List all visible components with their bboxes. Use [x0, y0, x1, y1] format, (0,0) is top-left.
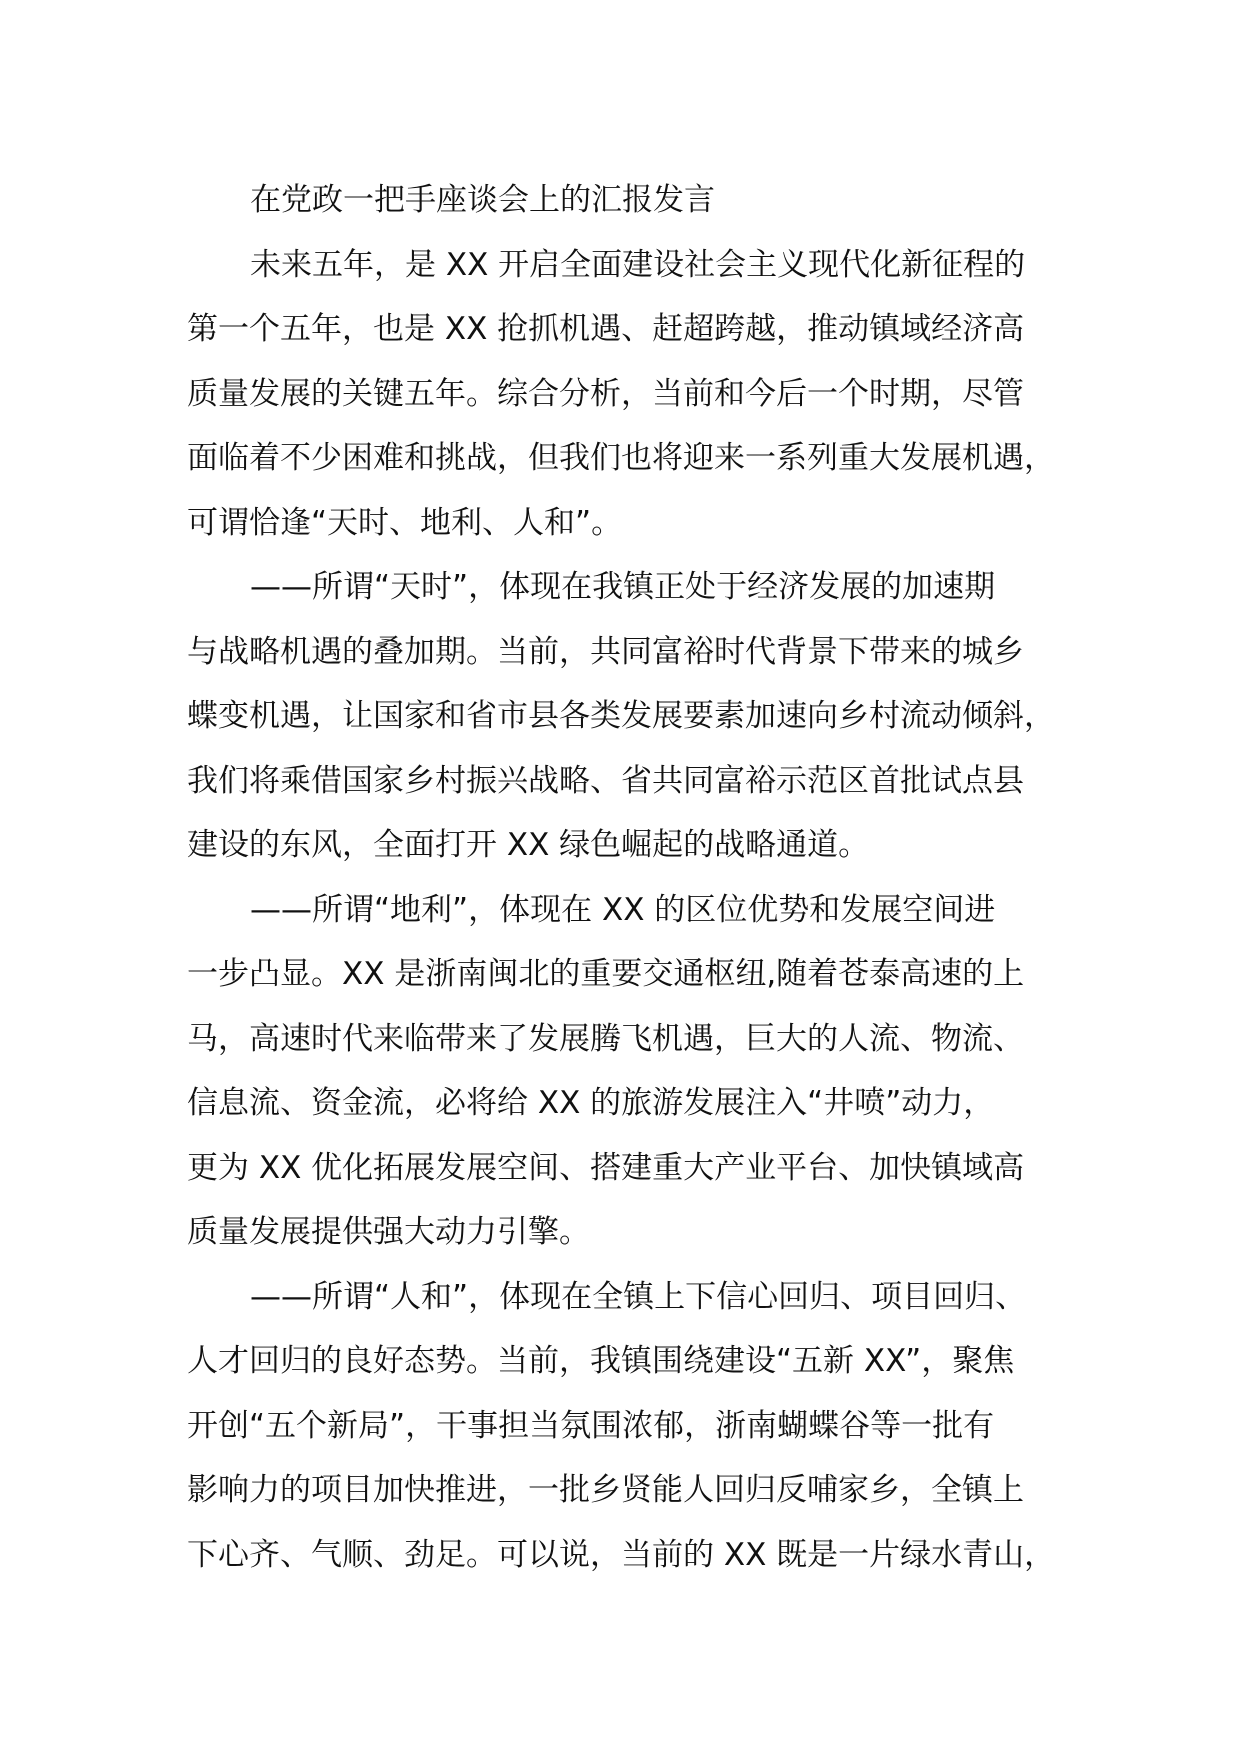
document-body [187, 168, 1087, 1587]
paragraph-line: ——所谓“地利”，体现在 XX 的区位优势和发展空间进 [250, 891, 996, 928]
paragraph-line: 一步凸显。XX 是浙南闽北的重要交通枢纽,随着苍泰高速的上 [187, 956, 1025, 992]
paragraph-line: 质量发展提供强大动力引擎。 [187, 1214, 590, 1250]
paragraph-line: 可谓恰逢“天时、地利、人和”。 [187, 504, 623, 541]
paragraph-line: 面临着不少困难和挑战，但我们也将迎来一系列重大发展机遇， [187, 440, 1055, 476]
paragraph-line: 下心齐、气顺、劲足。可以说，当前的 XX 既是一片绿水青山， [187, 1536, 1056, 1573]
paragraph-line: ——所谓“天时”，体现在我镇正处于经济发展的加速期 [250, 569, 996, 605]
paragraph-line: 建设的东风，全面打开 XX 绿色崛起的战略通道。 [187, 827, 870, 863]
paragraph-line: 马，高速时代来临带来了发展腾飞机遇，巨大的人流、物流、 [187, 1020, 1024, 1057]
paragraph-line: 我们将乘借国家乡村振兴战略、省共同富裕示范区首批试点县 [187, 762, 1024, 799]
paragraph-line: 与战略机遇的叠加期。当前，共同富裕时代背景下带来的城乡 [187, 633, 1024, 670]
paragraph-line: 蝶变机遇，让国家和省市县各类发展要素加速向乡村流动倾斜， [187, 698, 1055, 734]
paragraph-line: 开创“五个新局”，干事担当氛围浓郁，浙南蝴蝶谷等一批有 [187, 1407, 995, 1444]
paragraph-line: ——所谓“人和”，体现在全镇上下信心回归、项目回归、 [250, 1278, 1027, 1315]
paragraph-line: 未来五年，是 XX 开启全面建设社会主义现代化新征程的 [250, 246, 1026, 283]
paragraph-line: 影响力的项目加快推进，一批乡贤能人回归反哺家乡，全镇上 [187, 1472, 1024, 1508]
paragraph-line: 第一个五年，也是 XX 抢抓机遇、赶超跨越，推动镇域经济高 [187, 311, 1025, 347]
paragraph-line: 更为 XX 优化拓展发展空间、搭建重大产业平台、加快镇域高 [187, 1149, 1025, 1186]
paragraph-line: 人才回归的良好态势。当前，我镇围绕建设“五新 XX”，聚焦 [187, 1343, 1015, 1379]
paragraph-line: 信息流、资金流，必将给 XX 的旅游发展注入“井喷”动力， [187, 1085, 995, 1121]
document-title: 在党政一把手座谈会上的汇报发言 [250, 182, 715, 218]
paragraph-line: 质量发展的关键五年。综合分析，当前和今后一个时期，尽管 [187, 375, 1024, 412]
